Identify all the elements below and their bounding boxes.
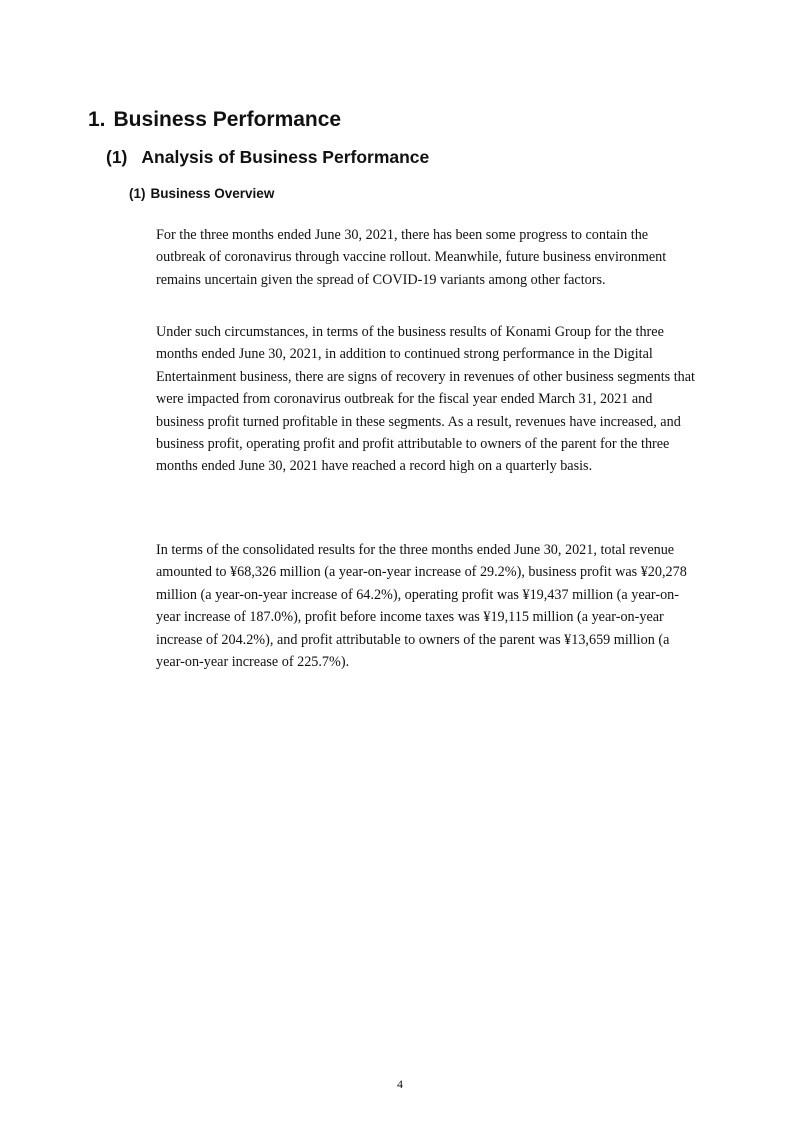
- page-number: 4: [397, 1077, 403, 1091]
- subsection-title: Analysis of Business Performance: [141, 147, 430, 167]
- section-number: 1.: [88, 108, 106, 131]
- subsection-number: (1): [106, 147, 128, 167]
- paragraph-covid-outlook: For the three months ended June 30, 2021, there has been some progress to contain the outbreak of coronavirus through vaccine rollout. Meanwhile, future business environment remains uncertain given the spread of COVID-19 variants among other factors.: [156, 227, 667, 288]
- subsubsection-number: (1): [129, 186, 146, 201]
- subsubsection-heading: [129, 185, 274, 203]
- section-heading: [88, 106, 341, 134]
- paragraph-consolidated-results: In terms of the consolidated results for the three months ended June 30, 2021, total revenue amounted to ¥68,326 million (a year-on-year increase of 29.2%), business profit was ¥20,278 million (a year-on-year increase of 64.2%), operating profit was ¥19,437 million (a year-on-year increase of 187.0%), profit before income taxes was ¥19,115 million (a year-on-year increase of 204.2%), and profit attributable to owners of the parent was ¥13,659 million (a year-on-year increase of 225.7%).: [156, 542, 687, 671]
- paragraph-business-results: Under such circumstances, in terms of the business results of Konami Group for the three months ended June 30, 2021, in addition to continued strong performance in the Digital Entertainment business, there are signs of recovery in revenues of other business segments that were impacted from coronavirus outbreak for the fiscal year ended March 31, 2021 and business profit turned profitable in these segments. As a result, revenues have increased, and business profit, operating profit and profit attributable to owners of the parent for the three months ended June 30, 2021 have reached a record high on a quarterly basis.: [156, 324, 695, 475]
- section-title: Business Performance: [113, 108, 342, 131]
- subsection-heading: [106, 145, 429, 169]
- subsubsection-title: Business Overview: [150, 186, 275, 201]
